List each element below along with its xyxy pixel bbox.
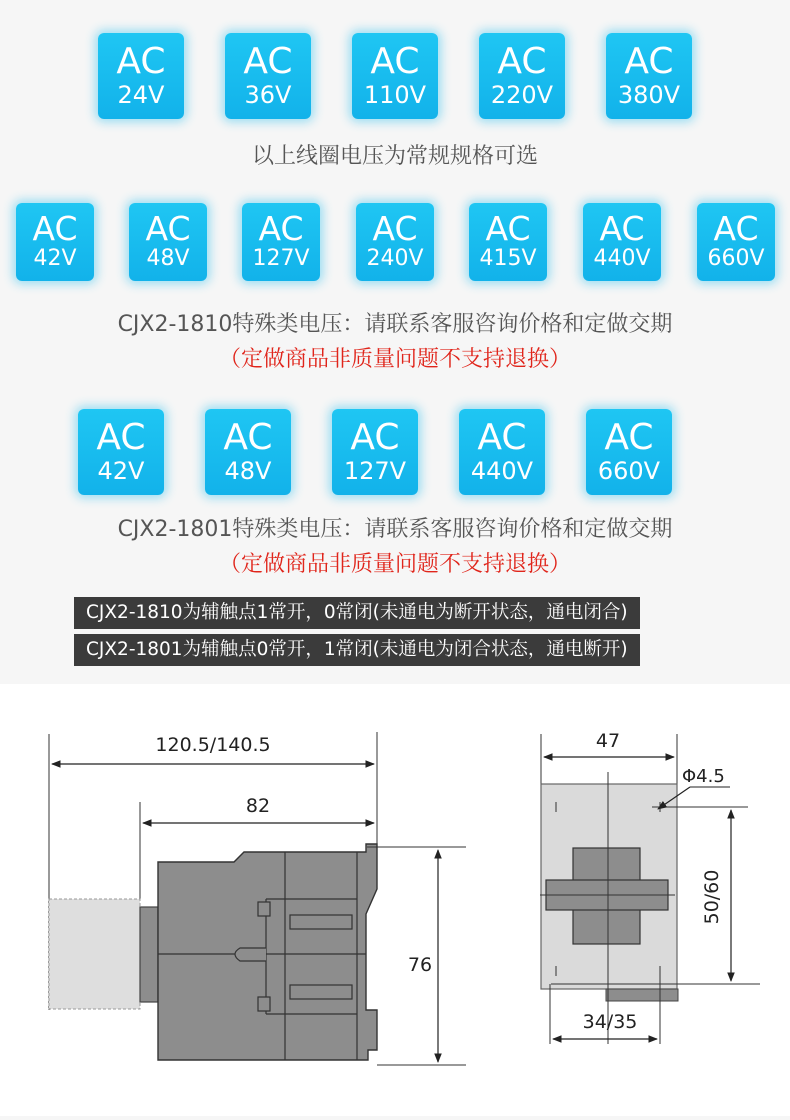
- voltage-badge: [583, 203, 661, 281]
- voltage-badge: [205, 409, 291, 495]
- badge-ac: AC: [372, 209, 418, 248]
- badge-ac: AC: [624, 41, 674, 82]
- badge-ac: AC: [96, 417, 146, 458]
- contact-description-1810: CJX2-1810为辅触点1常开，0常闭(未通电为断开状态，通电闭合): [74, 597, 640, 629]
- voltage-badge: [242, 203, 320, 281]
- voltage-badge: [16, 203, 94, 281]
- voltage-badge: [129, 203, 207, 281]
- voltage-badge: [469, 203, 547, 281]
- voltage-badge: [352, 33, 438, 119]
- badge-voltage: 48V: [146, 246, 190, 271]
- voltage-badge: [697, 203, 775, 281]
- no-return-note-1810: （定做商品非质量问题不支持退换）: [218, 347, 571, 372]
- badge-ac: AC: [145, 209, 191, 248]
- contact-description-1801: CJX2-1801为辅触点0常开，1常闭(未通电为闭合状态，通电断开): [74, 634, 640, 666]
- voltage-badge: [332, 409, 418, 495]
- badge-ac: AC: [223, 417, 273, 458]
- special-voltage-caption-1801: CJX2-1801特殊类电压：请联系客服咨询价格和定做交期: [117, 517, 673, 542]
- badge-voltage: 127V: [252, 246, 310, 271]
- badge-ac: AC: [713, 209, 759, 248]
- badge-voltage: 440V: [593, 246, 651, 271]
- voltage-badge: [606, 33, 692, 119]
- side-view: [49, 732, 466, 1065]
- standard-voltage-caption: 以上线圈电压为常规规格可选: [251, 144, 538, 169]
- badge-voltage: 48V: [224, 457, 272, 485]
- height-label: 76: [407, 954, 433, 976]
- badge-ac: AC: [258, 209, 304, 248]
- dimension-drawing: [0, 684, 790, 1116]
- voltage-badge: [586, 409, 672, 495]
- front-view: [540, 730, 760, 1044]
- total-width-label: 120.5/140.5: [155, 734, 271, 756]
- badge-ac: AC: [485, 209, 531, 248]
- voltage-badge: [356, 203, 434, 281]
- badge-ac: AC: [477, 417, 527, 458]
- no-return-note-1801: （定做商品非质量问题不支持退换）: [218, 552, 571, 577]
- badge-voltage: 660V: [707, 246, 765, 271]
- badge-voltage: 415V: [479, 246, 537, 271]
- mount-width-label: 34/35: [582, 1011, 638, 1033]
- voltage-badge: [225, 33, 311, 119]
- badge-voltage: 660V: [597, 457, 661, 485]
- badge-ac: AC: [116, 41, 166, 82]
- voltage-badge: [459, 409, 545, 495]
- badge-ac: AC: [350, 417, 400, 458]
- badge-voltage: 240V: [366, 246, 424, 271]
- badge-voltage: 42V: [33, 246, 77, 271]
- badge-voltage: 42V: [97, 457, 145, 485]
- badge-voltage: 110V: [363, 81, 427, 109]
- badge-voltage: 380V: [617, 81, 681, 109]
- voltage-badge: [479, 33, 565, 119]
- badge-voltage: 220V: [490, 81, 554, 109]
- badge-ac: AC: [370, 41, 420, 82]
- badge-voltage: 440V: [470, 457, 534, 485]
- hole-diameter-label: Φ4.5: [682, 766, 725, 787]
- badge-ac: AC: [243, 41, 293, 82]
- badge-ac: AC: [32, 209, 78, 248]
- badge-ac: AC: [599, 209, 645, 248]
- mount-height-label: 50/60: [701, 869, 723, 925]
- badge-ac: AC: [604, 417, 654, 458]
- dimension-drawing-section: [0, 684, 790, 1116]
- badge-voltage: 127V: [343, 457, 407, 485]
- voltage-badge: [98, 33, 184, 119]
- body-width-label: 82: [245, 795, 271, 817]
- front-width-label: 47: [595, 730, 621, 752]
- voltage-badge: [78, 409, 164, 495]
- badge-voltage: 36V: [244, 81, 292, 109]
- badge-ac: AC: [497, 41, 547, 82]
- special-voltage-caption-1810: CJX2-1810特殊类电压：请联系客服咨询价格和定做交期: [117, 312, 673, 337]
- badge-voltage: 24V: [117, 81, 165, 109]
